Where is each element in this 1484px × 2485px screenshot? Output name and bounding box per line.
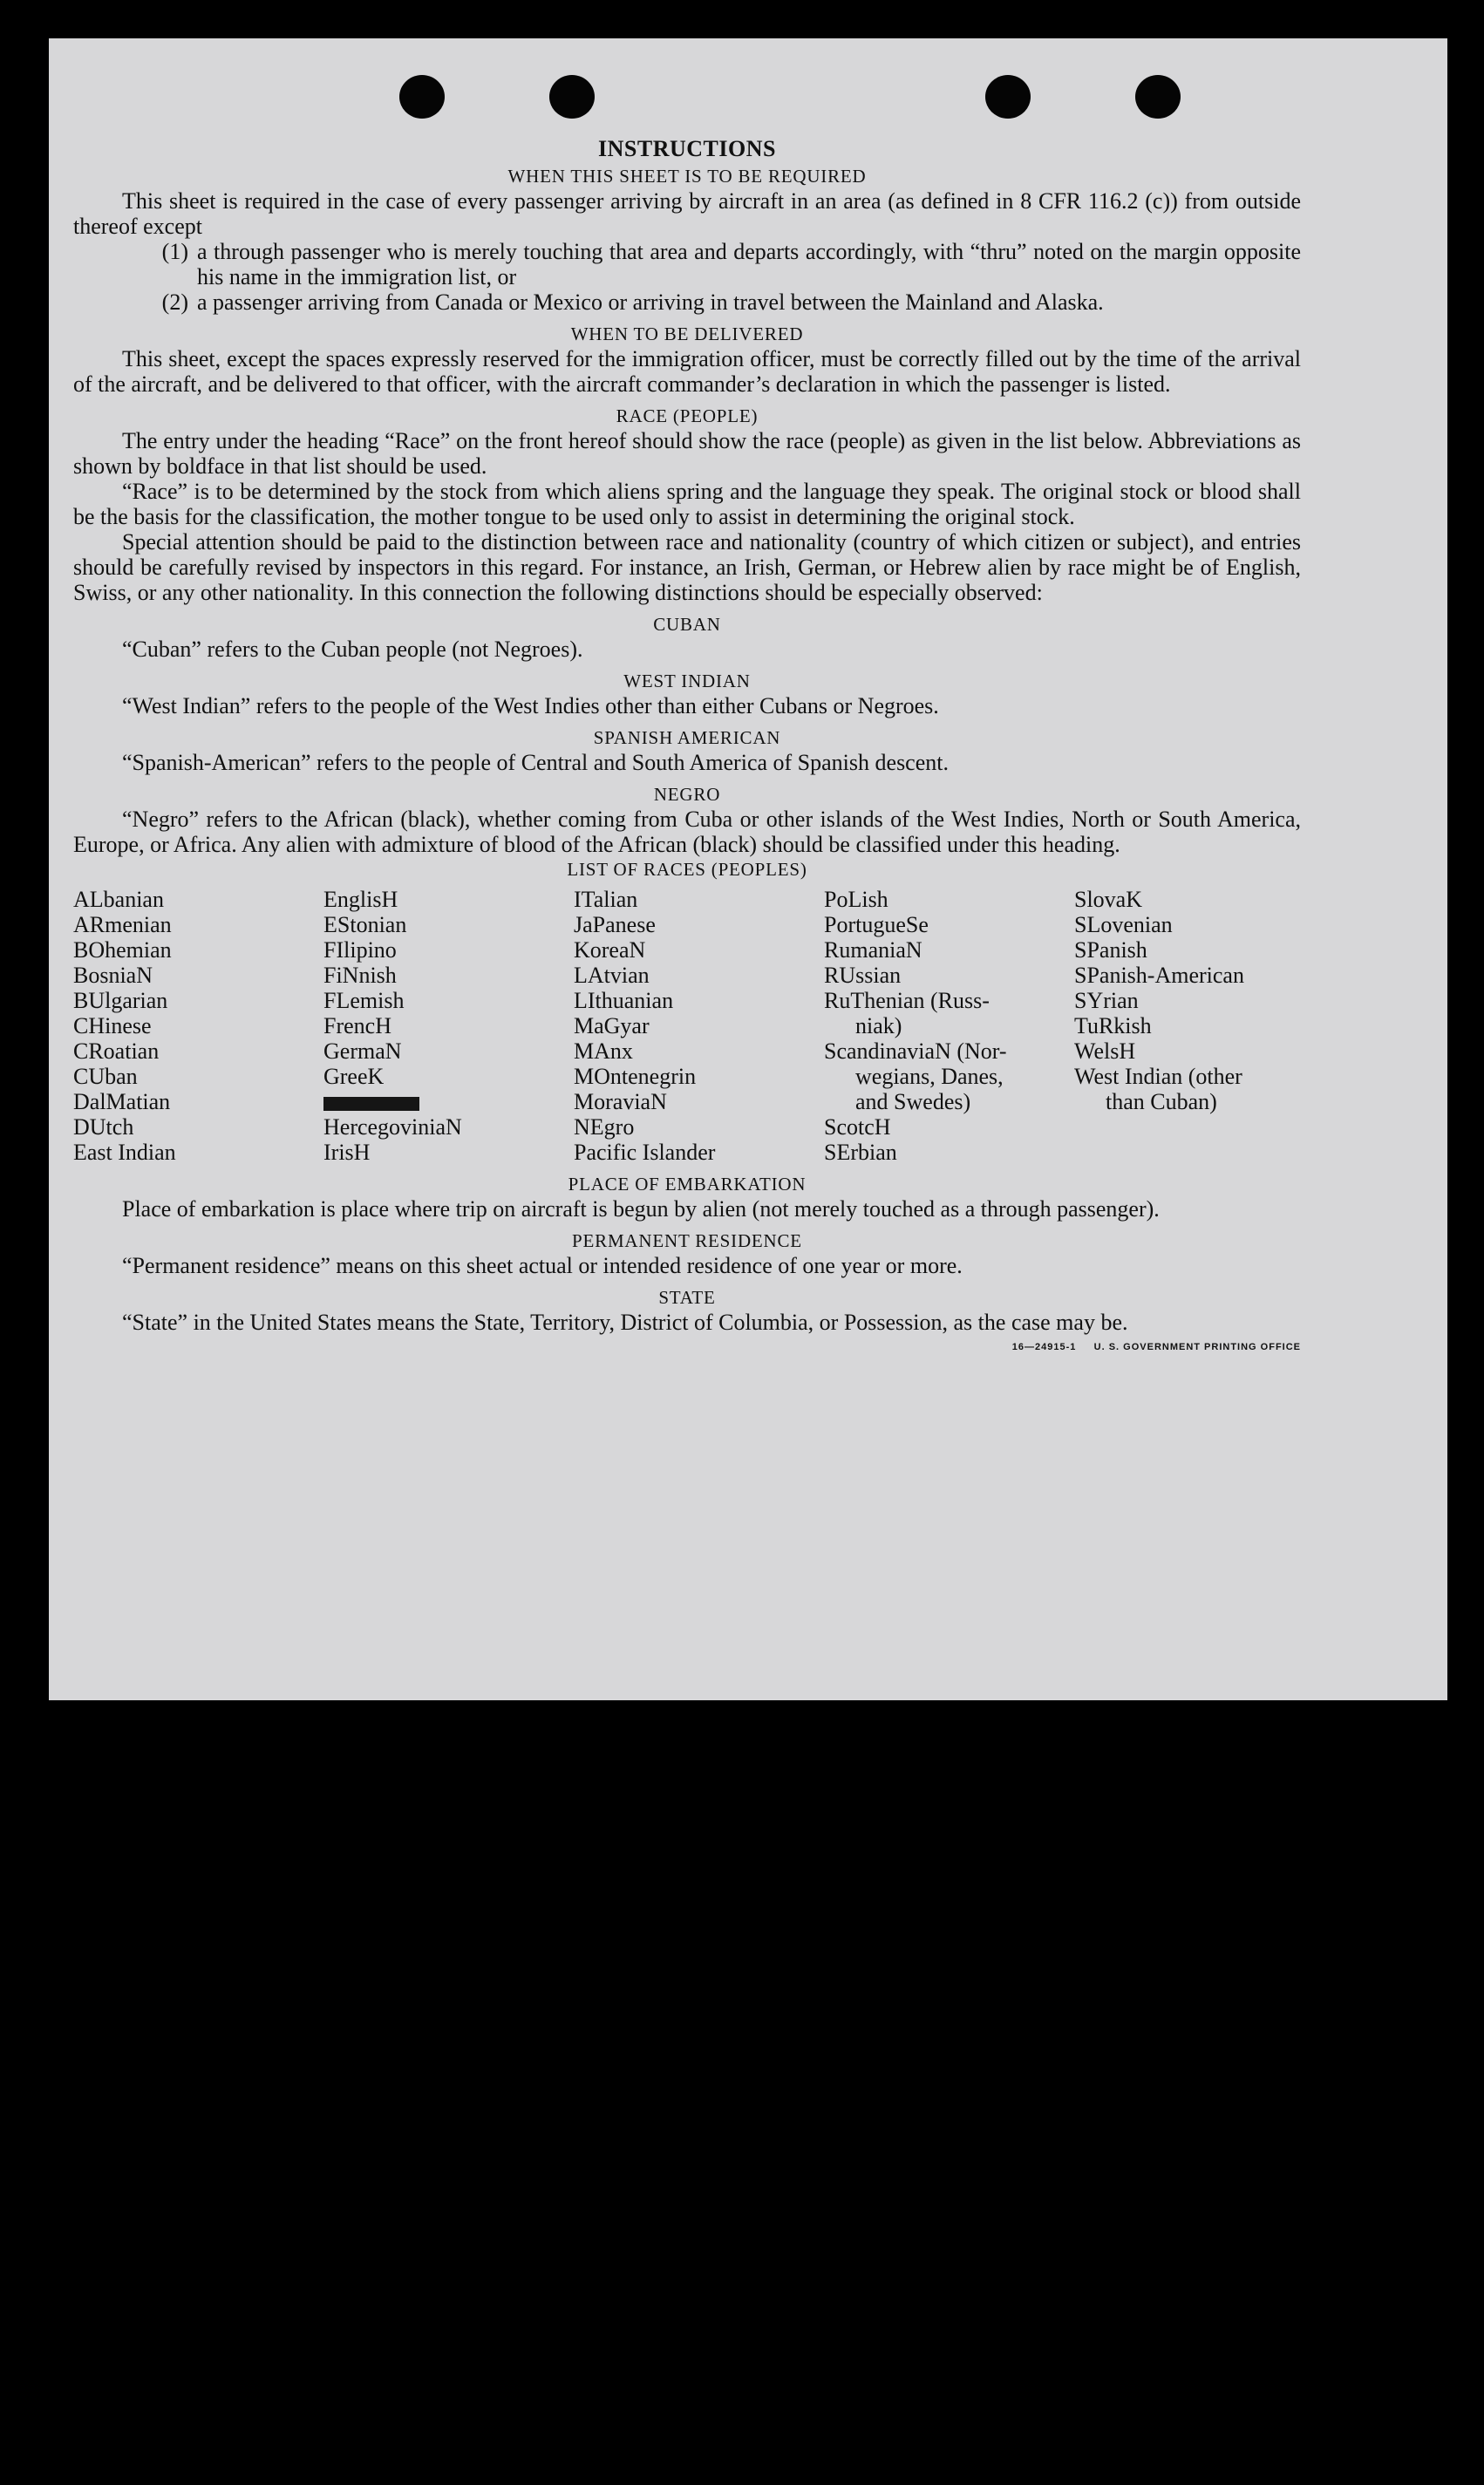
race-entry: BOhemian: [73, 937, 172, 963]
footer: [73, 1335, 1301, 1360]
when-delivered-text: This sheet, except the spaces expressly reserved for the immigration officer, must be correctly filled out by the time of the arrival of the aircraft, and be delivered to that officer, with the aircraft commander’s declaration in which the passenger is listed.: [73, 346, 1301, 397]
race-entry: ScandinaviaN (Nor-: [824, 1038, 1007, 1064]
section-heading-west-indian: WEST INDIAN: [623, 671, 751, 691]
cuban-text: “Cuban” refers to the Cuban people (not Negroes).: [122, 637, 583, 662]
race-entry: EStonian: [323, 912, 407, 937]
race-entry: DalMatian: [73, 1089, 171, 1114]
race-entry: PortugueSe: [824, 912, 929, 937]
race-entry-continued: and Swedes): [855, 1089, 971, 1114]
race-entry: FLemish: [323, 988, 405, 1013]
race-entry: FiNnish: [323, 963, 397, 988]
race-entry-struck: [323, 1089, 574, 1114]
race-entry: RumaniaN: [824, 937, 922, 963]
residence-text: “Permanent residence” means on this sheet actual or intended residence of one year or more.: [122, 1253, 963, 1278]
race-entry: EnglisH: [323, 887, 398, 912]
section-heading-residence: PERMANENT RESIDENCE: [572, 1230, 802, 1251]
race-paragraph-3: Special attention should be paid to the distinction between race and nationality (country of which citizen or subject), and entries should be carefully revised by inspectors in this regard. For instance, an Irish, German, or Hebrew alien by race might be of English, Swiss, or any other nationality. In this connection the following distinctions should be especially observed:: [73, 529, 1301, 605]
race-entry: SErbian: [824, 1140, 897, 1165]
list-item: (1) a through passenger who is merely touching that area and departs accordingly, with “thru” noted on the margin opposite his name in the immigration list, or: [161, 239, 1301, 289]
when-required-intro: This sheet is required in the case of every passenger arriving by aircraft in an area (as defined in 8 CFR 116.2 (c)) from outside thereof except: [73, 188, 1301, 239]
races-column: [1074, 887, 1324, 1165]
race-entry: IrisH: [323, 1140, 371, 1165]
race-entry: East Indian: [73, 1140, 176, 1165]
race-entry: SLovenian: [1074, 912, 1173, 937]
race-entry: SlovaK: [1074, 887, 1142, 912]
race-entry: CUban: [73, 1064, 138, 1089]
page-title: INSTRUCTIONS: [598, 136, 776, 161]
race-entry: JaPanese: [574, 912, 656, 937]
race-entry: SPanish-American: [1074, 963, 1244, 988]
race-paragraph-2: “Race” is to be determined by the stock from which aliens spring and the language they speak. The original stock or blood shall be the basis for the classification, the mother tongue to be used only to assist in determining the original stock.: [73, 479, 1301, 529]
race-paragraph-1: The entry under the heading “Race” on the front hereof should show the race (people) as given in the list below. Abbreviations as shown by boldface in that list should be used.: [73, 428, 1301, 479]
race-entry: MaGyar: [574, 1013, 650, 1038]
race-entry: KoreaN: [574, 937, 646, 963]
race-entry: BosniaN: [73, 963, 153, 988]
section-heading-when-delivered: WHEN TO BE DELIVERED: [570, 323, 804, 344]
race-entry: MAnx: [574, 1038, 633, 1064]
list-item: (2) a passenger arriving from Canada or Mexico or arriving in travel between the Mainland and Alaska.: [161, 289, 1104, 315]
instructions-content: [73, 136, 1301, 1360]
race-entry: GermaN: [323, 1038, 402, 1064]
race-entry: ARmenian: [73, 912, 172, 937]
section-heading-list-of-races: LIST OF RACES (PEOPLES): [567, 859, 807, 880]
race-entry: RUssian: [824, 963, 902, 988]
race-entry: WelsH: [1074, 1038, 1136, 1064]
race-entry: FrencH: [323, 1013, 391, 1038]
race-entry-continued: than Cuban): [1106, 1089, 1217, 1114]
race-entry: MOntenegrin: [574, 1064, 697, 1089]
form-number: 16—24915-1: [1011, 1342, 1077, 1352]
document-sheet: [49, 38, 1447, 1700]
embarkation-text: Place of embarkation is place where trip on aircraft is begun by alien (not merely touched as a through passenger).: [122, 1196, 1160, 1222]
punch-hole: [399, 75, 445, 119]
race-entry: CHinese: [73, 1013, 152, 1038]
race-entry: Pacific Islander: [574, 1140, 716, 1165]
race-entry: PoLish: [824, 887, 888, 912]
race-entry: MoraviaN: [574, 1089, 667, 1114]
punch-hole: [549, 75, 595, 119]
spanish-american-text: “Spanish-American” refers to the people of Central and South America of Spanish descent.: [122, 750, 949, 775]
race-entry: FIlipino: [323, 937, 397, 963]
race-entry: LIthuanian: [574, 988, 674, 1013]
race-entry: CRoatian: [73, 1038, 160, 1064]
negro-text: “Negro” refers to the African (black), whether coming from Cuba or other islands of the West Indies, North or South America, Europe, or Africa. Any alien with admixture of blood of the African (black) should be classified under this heading.: [73, 807, 1301, 857]
race-entry-continued: niak): [855, 1013, 902, 1038]
race-entry: SYrian: [1074, 988, 1139, 1013]
section-heading-spanish-american: SPANISH AMERICAN: [593, 727, 781, 748]
race-entry: LAtvian: [574, 963, 650, 988]
race-entry: TuRkish: [1074, 1013, 1152, 1038]
races-column: [824, 887, 1074, 1165]
state-text: “State” in the United States means the State, Territory, District of Columbia, or Possession, as the case may be.: [122, 1310, 1128, 1335]
race-entry: DUtch: [73, 1114, 134, 1140]
section-heading-when-required: WHEN THIS SHEET IS TO BE REQUIRED: [507, 166, 867, 187]
section-heading-embarkation: PLACE OF EMBARKATION: [568, 1174, 807, 1195]
race-entry: ALbanian: [73, 887, 164, 912]
section-heading-cuban: CUBAN: [653, 614, 721, 635]
race-entry: NEgro: [574, 1114, 635, 1140]
punch-hole: [1135, 75, 1181, 119]
west-indian-text: “West Indian” refers to the people of the West Indies other than either Cubans or Negroes.: [122, 693, 939, 718]
races-column: [574, 887, 824, 1165]
race-entry: SPanish: [1074, 937, 1147, 963]
redaction-bar: [323, 1097, 419, 1111]
punch-hole: [985, 75, 1031, 119]
race-entry: ITalian: [574, 887, 638, 912]
race-entry: RuThenian (Russ-: [824, 988, 990, 1013]
printer-imprint: [1012, 1335, 1301, 1360]
section-heading-negro: NEGRO: [653, 784, 721, 805]
printer-name: U. S. GOVERNMENT PRINTING OFFICE: [1093, 1342, 1301, 1352]
race-entry: GreeK: [323, 1064, 385, 1089]
race-entry: HercegoviniaN: [323, 1114, 462, 1140]
section-heading-race: RACE (PEOPLE): [616, 405, 759, 426]
races-column: [73, 887, 323, 1165]
race-entry: ScotcH: [824, 1114, 891, 1140]
race-entry: BUlgarian: [73, 988, 168, 1013]
race-entry-continued: wegians, Danes,: [855, 1064, 1004, 1089]
section-heading-state: STATE: [658, 1287, 716, 1308]
races-column: [323, 887, 574, 1165]
race-entry: West Indian (other: [1074, 1064, 1242, 1089]
races-table: [73, 887, 1301, 1165]
